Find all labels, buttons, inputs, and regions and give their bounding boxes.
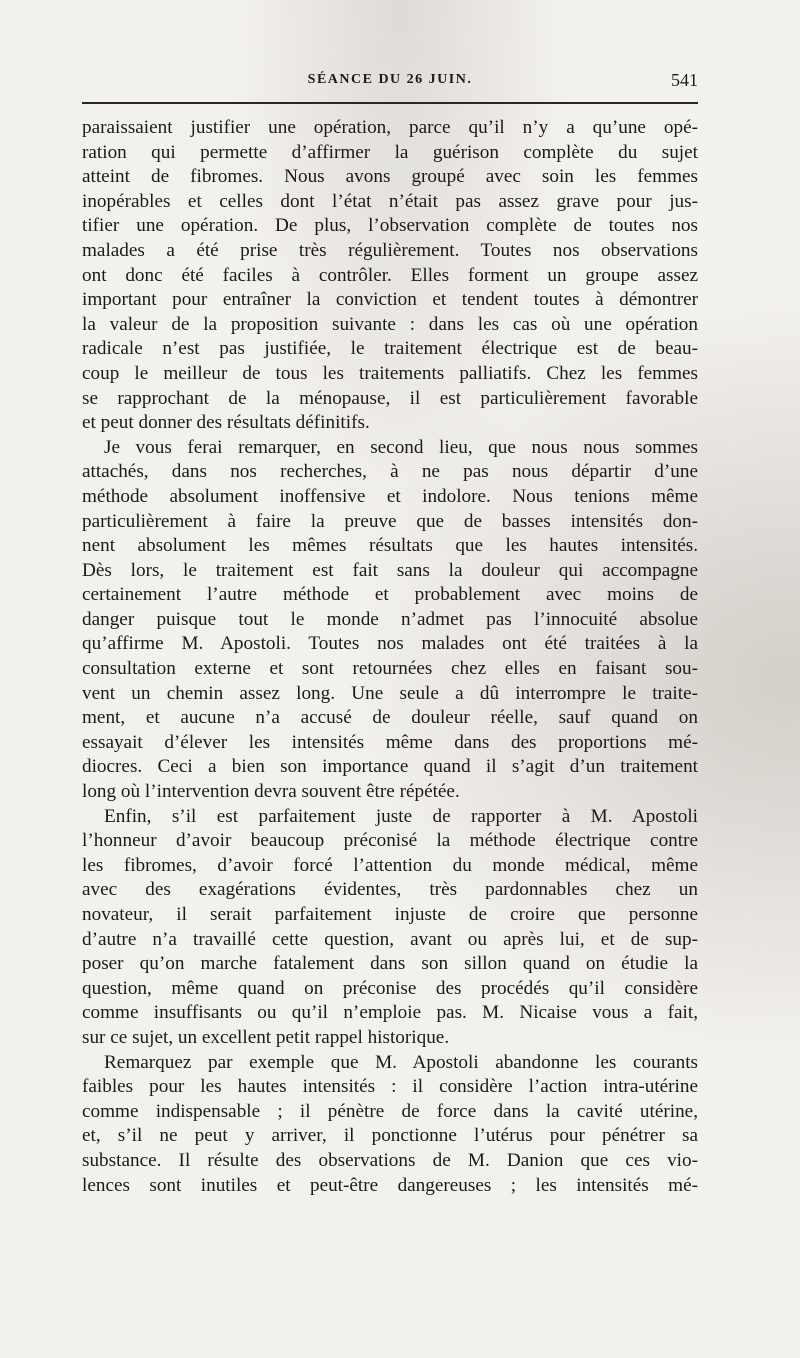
text-line: diocres. Ceci a bien son importance quand il s’agit d’un traitement [82,756,698,778]
body-text [82,116,698,1198]
text-line: essayait d’élever les intensités même dans des proportions mé- [82,731,698,753]
text-line: long où l’intervention devra souvent être répétée. [82,781,460,803]
text-line: Dès lors, le traitement est fait sans la douleur qui accompagne [82,559,698,581]
text-line: faibles pour les hautes intensités : il considère l’action intra-utérine [82,1076,698,1098]
text-line: consultation externe et sont retournées chez elles en faisant sou- [82,658,698,680]
text-line: danger puisque tout le monde n’admet pas l’innocuité absolue [82,608,698,630]
text-line: méthode absolument inoffensive et indolore. Nous tenions même [82,485,698,507]
text-line: important pour entraîner la conviction et tendent toutes à démontrer [82,289,698,311]
text-line: Je vous ferai remarquer, en second lieu, que nous nous sommes [104,436,698,458]
text-line: avec des exagérations évidentes, très pardonnables chez un [82,879,698,901]
text-line: novateur, il serait parfaitement injuste de croire que personne [82,904,698,925]
text-line: et, s’il ne peut y arriver, il ponctionne l’utérus pour pénétrer sa [82,1125,698,1147]
running-title: SÉANCE DU 26 JUIN. [307,72,473,87]
text-line: coup le meilleur de tous les traitements palliatifs. Chez les femmes [82,362,698,384]
text-line: comme insuffisants ou qu’il n’emploie pas. M. Nicaise vous a fait, [82,1002,698,1024]
text-line: comme indispensable ; il pénètre de force dans la cavité utérine, [82,1100,698,1122]
header-rule [82,102,698,104]
text-line: les fibromes, d’avoir forcé l’attention du monde médical, même [82,854,698,876]
text-line: sur ce sujet, un excellent petit rappel historique. [82,1026,450,1048]
text-line: poser qu’on marche fatalement dans son sillon quand on étudie la [82,953,698,975]
text-line: attachés, dans nos recherches, à ne pas nous départir d’une [82,461,698,483]
text-line: lences sont inutiles et peut-être dangereuses ; les intensités mé- [82,1174,698,1196]
text-line: malades a été prise très régulièrement. Toutes nos observations [82,239,698,261]
text-line: Remarquez par exemple que M. Apostoli abandonne les courants [104,1051,698,1073]
text-line: et peut donner des résultats définitifs. [82,412,370,434]
text-line: radicale n’est pas justifiée, le traitement électrique est de beau- [82,338,698,360]
text-line: l’honneur d’avoir beaucoup préconisé la méthode électrique contre [82,830,698,852]
text-line: Enfin, s’il est parfaitement juste de rapporter à M. Apostoli [104,805,698,827]
text-line: ont donc été faciles à contrôler. Elles forment un groupe assez [82,264,698,286]
text-line: particulièrement à faire la preuve que de basses intensités don- [82,510,698,532]
text-line: question, même quand on préconise des procédés qu’il considère [82,977,698,999]
page-header [82,70,698,94]
text-line: certainement l’autre méthode et probablement avec moins de [82,584,698,606]
text-line: nent absolument les mêmes résultats que les hautes intensités. [82,535,698,557]
text-line: ration qui permette d’affirmer la guérison complète du sujet [82,141,698,163]
text-line: ment, et aucune n’a accusé de douleur réelle, sauf quand on [82,707,698,729]
text-line: la valeur de la proposition suivante : dans les cas où une opération [82,313,698,335]
page-number: 541 [671,70,698,90]
text-line: vent un chemin assez long. Une seule a dû interrompre le traite- [82,682,698,704]
text-line: inopérables et celles dont l’état n’était pas assez grave pour jus- [82,190,698,212]
text-line: tifier une opération. De plus, l’observation complète de toutes nos [82,215,698,237]
text-line: se rapprochant de la ménopause, il est particulièrement favorable [82,387,698,409]
text-line: substance. Il résulte des observations de M. Danion que ces vio- [82,1149,698,1171]
text-line: qu’affirme M. Apostoli. Toutes nos malades ont été traitées à la [82,633,698,655]
text-line: paraissaient justifier une opération, parce qu’il n’y a qu’une opé- [82,117,698,138]
text-line: d’autre n’a travaillé cette question, avant ou après lui, et de sup- [82,928,698,950]
text-line: atteint de fibromes. Nous avons groupé avec soin les femmes [82,166,698,188]
